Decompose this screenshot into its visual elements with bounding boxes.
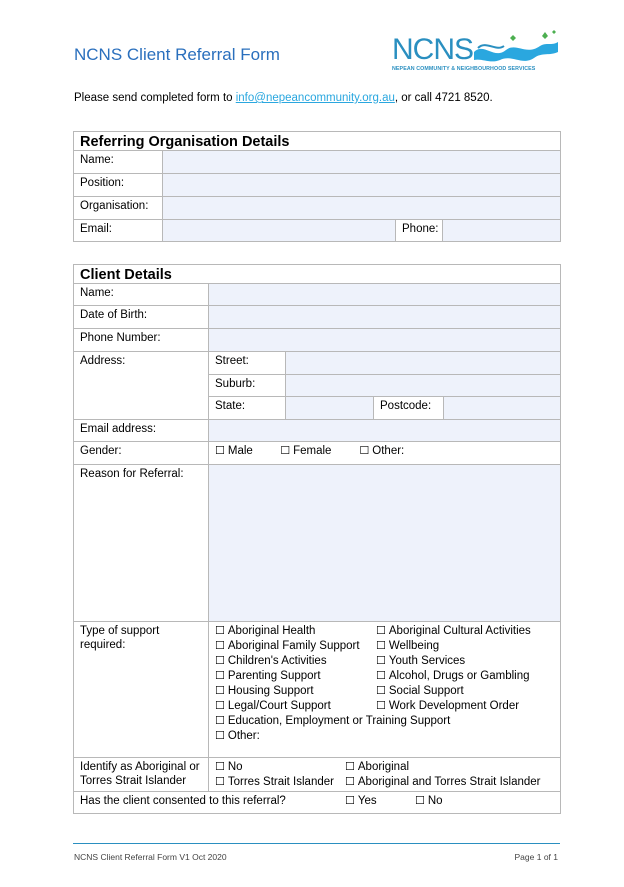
checkbox-icon: ☐ [215, 714, 225, 727]
support-alcohol-drugs-gambling[interactable] [376, 669, 546, 683]
support-aboriginal-family[interactable] [215, 639, 376, 653]
support-option-label: Youth Services [388, 655, 466, 667]
gender-male-label: Male [227, 445, 253, 457]
email-link[interactable]: info@nepeancommunity.org.au [235, 92, 395, 104]
gender-options [209, 442, 561, 465]
client-heading: Client Details [74, 265, 561, 284]
support-childrens-activities[interactable] [215, 654, 376, 668]
checkbox-icon: ☐ [376, 624, 386, 637]
support-youth-services[interactable] [376, 654, 546, 668]
support-option-label: Aboriginal Health [227, 625, 316, 637]
checkbox-icon: ☐ [345, 794, 355, 807]
client-name-field[interactable] [209, 284, 561, 306]
support-housing[interactable] [215, 684, 376, 698]
support-option-label: Work Development Order [388, 700, 520, 712]
support-parenting[interactable] [215, 669, 376, 683]
support-social[interactable] [376, 684, 546, 698]
client-phone-label: Phone Number: [74, 329, 209, 352]
support-option-label: Other: [227, 730, 260, 742]
identify-options [209, 758, 561, 792]
identify-label-line2: Torres Strait Islander [80, 775, 187, 787]
org-email-field[interactable] [163, 220, 396, 242]
consent-yes-label: Yes [357, 795, 377, 807]
state-field[interactable] [286, 397, 374, 420]
checkbox-icon: ☐ [376, 669, 386, 682]
support-option-label: Legal/Court Support [227, 700, 331, 712]
consent-label: Has the client consented to this referral? [80, 795, 286, 807]
identify-option-label: Torres Strait Islander [227, 776, 334, 788]
gender-other-label: Other: [372, 445, 405, 457]
org-organisation-label: Organisation: [74, 197, 163, 220]
street-label: Street: [209, 352, 286, 375]
support-label-line2: required: [80, 639, 126, 651]
support-work-development[interactable] [376, 699, 546, 713]
suburb-label: Suburb: [209, 375, 286, 397]
gender-label: Gender: [74, 442, 209, 465]
checkbox-icon: ☐ [215, 624, 225, 637]
consent-row [74, 792, 561, 814]
support-education-employment[interactable] [215, 714, 546, 728]
checkbox-icon: ☐ [215, 444, 225, 457]
org-heading: Referring Organisation Details [74, 132, 561, 151]
support-aboriginal-cultural[interactable] [376, 624, 546, 638]
client-phone-field[interactable] [209, 329, 561, 352]
state-label: State: [209, 397, 286, 420]
identify-no-checkbox[interactable] [215, 760, 345, 774]
checkbox-icon: ☐ [215, 654, 225, 667]
gender-female-label: Female [293, 445, 332, 457]
client-dob-field[interactable] [209, 306, 561, 329]
support-option-label: Parenting Support [227, 670, 321, 682]
checkbox-icon: ☐ [215, 669, 225, 682]
gender-female-checkbox[interactable] [280, 444, 356, 458]
support-legal-court[interactable] [215, 699, 376, 713]
org-email-label: Email: [74, 220, 163, 242]
support-options [209, 622, 561, 758]
client-dob-label: Date of Birth: [74, 306, 209, 329]
support-option-label: Social Support [388, 685, 464, 697]
checkbox-icon: ☐ [376, 684, 386, 697]
support-option-label: Children's Activities [227, 655, 327, 667]
reason-label: Reason for Referral: [74, 465, 209, 622]
client-name-label: Name: [74, 284, 209, 306]
client-email-label: Email address: [74, 420, 209, 442]
identify-option-label: No [227, 761, 243, 773]
org-details-table [73, 131, 561, 242]
org-organisation-field[interactable] [163, 197, 561, 220]
gender-male-checkbox[interactable] [215, 444, 277, 458]
org-phone-field[interactable] [443, 220, 561, 242]
support-option-label: Housing Support [227, 685, 314, 697]
postcode-label: Postcode: [374, 397, 444, 420]
checkbox-icon: ☐ [359, 444, 370, 457]
reason-field[interactable] [209, 465, 561, 622]
client-address-label: Address: [74, 352, 209, 420]
checkbox-icon: ☐ [215, 684, 225, 697]
support-option-label: Wellbeing [388, 640, 440, 652]
support-option-label: Aboriginal Cultural Activities [388, 625, 531, 637]
footer-page-number: Page 1 of 1 [514, 852, 558, 862]
page-title: NCNS Client Referral Form [74, 45, 280, 64]
checkbox-icon: ☐ [215, 760, 225, 773]
identify-both-checkbox[interactable] [345, 775, 555, 789]
identify-tsi-checkbox[interactable] [215, 775, 345, 789]
intro-after: , or call 4721 8520. [394, 92, 493, 104]
intro-before: Please send completed form to [74, 92, 236, 104]
logo-tagline: NEPEAN COMMUNITY & NEIGHBOURHOOD SERVICES [392, 66, 536, 72]
checkbox-icon: ☐ [376, 639, 386, 652]
checkbox-icon: ☐ [215, 699, 225, 712]
client-details-table [73, 264, 561, 814]
consent-no-checkbox[interactable] [415, 794, 443, 808]
checkbox-icon: ☐ [215, 639, 225, 652]
support-label-line1: Type of support [80, 625, 160, 637]
org-position-field[interactable] [163, 174, 561, 197]
support-option-label: Aboriginal Family Support [227, 640, 360, 652]
org-name-label: Name: [74, 151, 163, 174]
checkbox-icon: ☐ [345, 775, 355, 788]
support-aboriginal-health[interactable] [215, 624, 376, 638]
identify-label [74, 758, 209, 792]
consent-yes-checkbox[interactable] [345, 794, 377, 808]
checkbox-icon: ☐ [215, 729, 225, 742]
footer-divider [73, 843, 560, 844]
identify-option-label: Aboriginal [357, 761, 410, 773]
support-option-label: Alcohol, Drugs or Gambling [388, 670, 530, 682]
support-option-label: Education, Employment or Training Support [227, 715, 451, 727]
street-field[interactable] [286, 352, 561, 375]
org-name-field[interactable] [163, 151, 561, 174]
checkbox-icon: ☐ [280, 444, 291, 457]
org-position-label: Position: [74, 174, 163, 197]
identify-aboriginal-checkbox[interactable] [345, 760, 555, 774]
consent-no-label: No [427, 795, 443, 807]
checkbox-icon: ☐ [415, 794, 425, 807]
support-wellbeing[interactable] [376, 639, 546, 653]
checkbox-icon: ☐ [215, 775, 225, 788]
checkbox-icon: ☐ [345, 760, 355, 773]
svg-text:NCNS: NCNS [392, 33, 474, 66]
intro-text [74, 92, 493, 104]
checkbox-icon: ☐ [376, 654, 386, 667]
client-email-field[interactable] [209, 420, 561, 442]
suburb-field[interactable] [286, 375, 561, 397]
footer-form-version: NCNS Client Referral Form V1 Oct 2020 [74, 852, 227, 862]
support-label [74, 622, 209, 758]
gender-other-checkbox[interactable] [359, 444, 404, 458]
identify-option-label: Aboriginal and Torres Strait Islander [357, 776, 541, 788]
checkbox-icon: ☐ [376, 699, 386, 712]
postcode-field[interactable] [444, 397, 561, 420]
org-phone-label: Phone: [396, 220, 443, 242]
support-other[interactable] [215, 729, 546, 743]
identify-label-line1: Identify as Aboriginal or [80, 761, 200, 773]
